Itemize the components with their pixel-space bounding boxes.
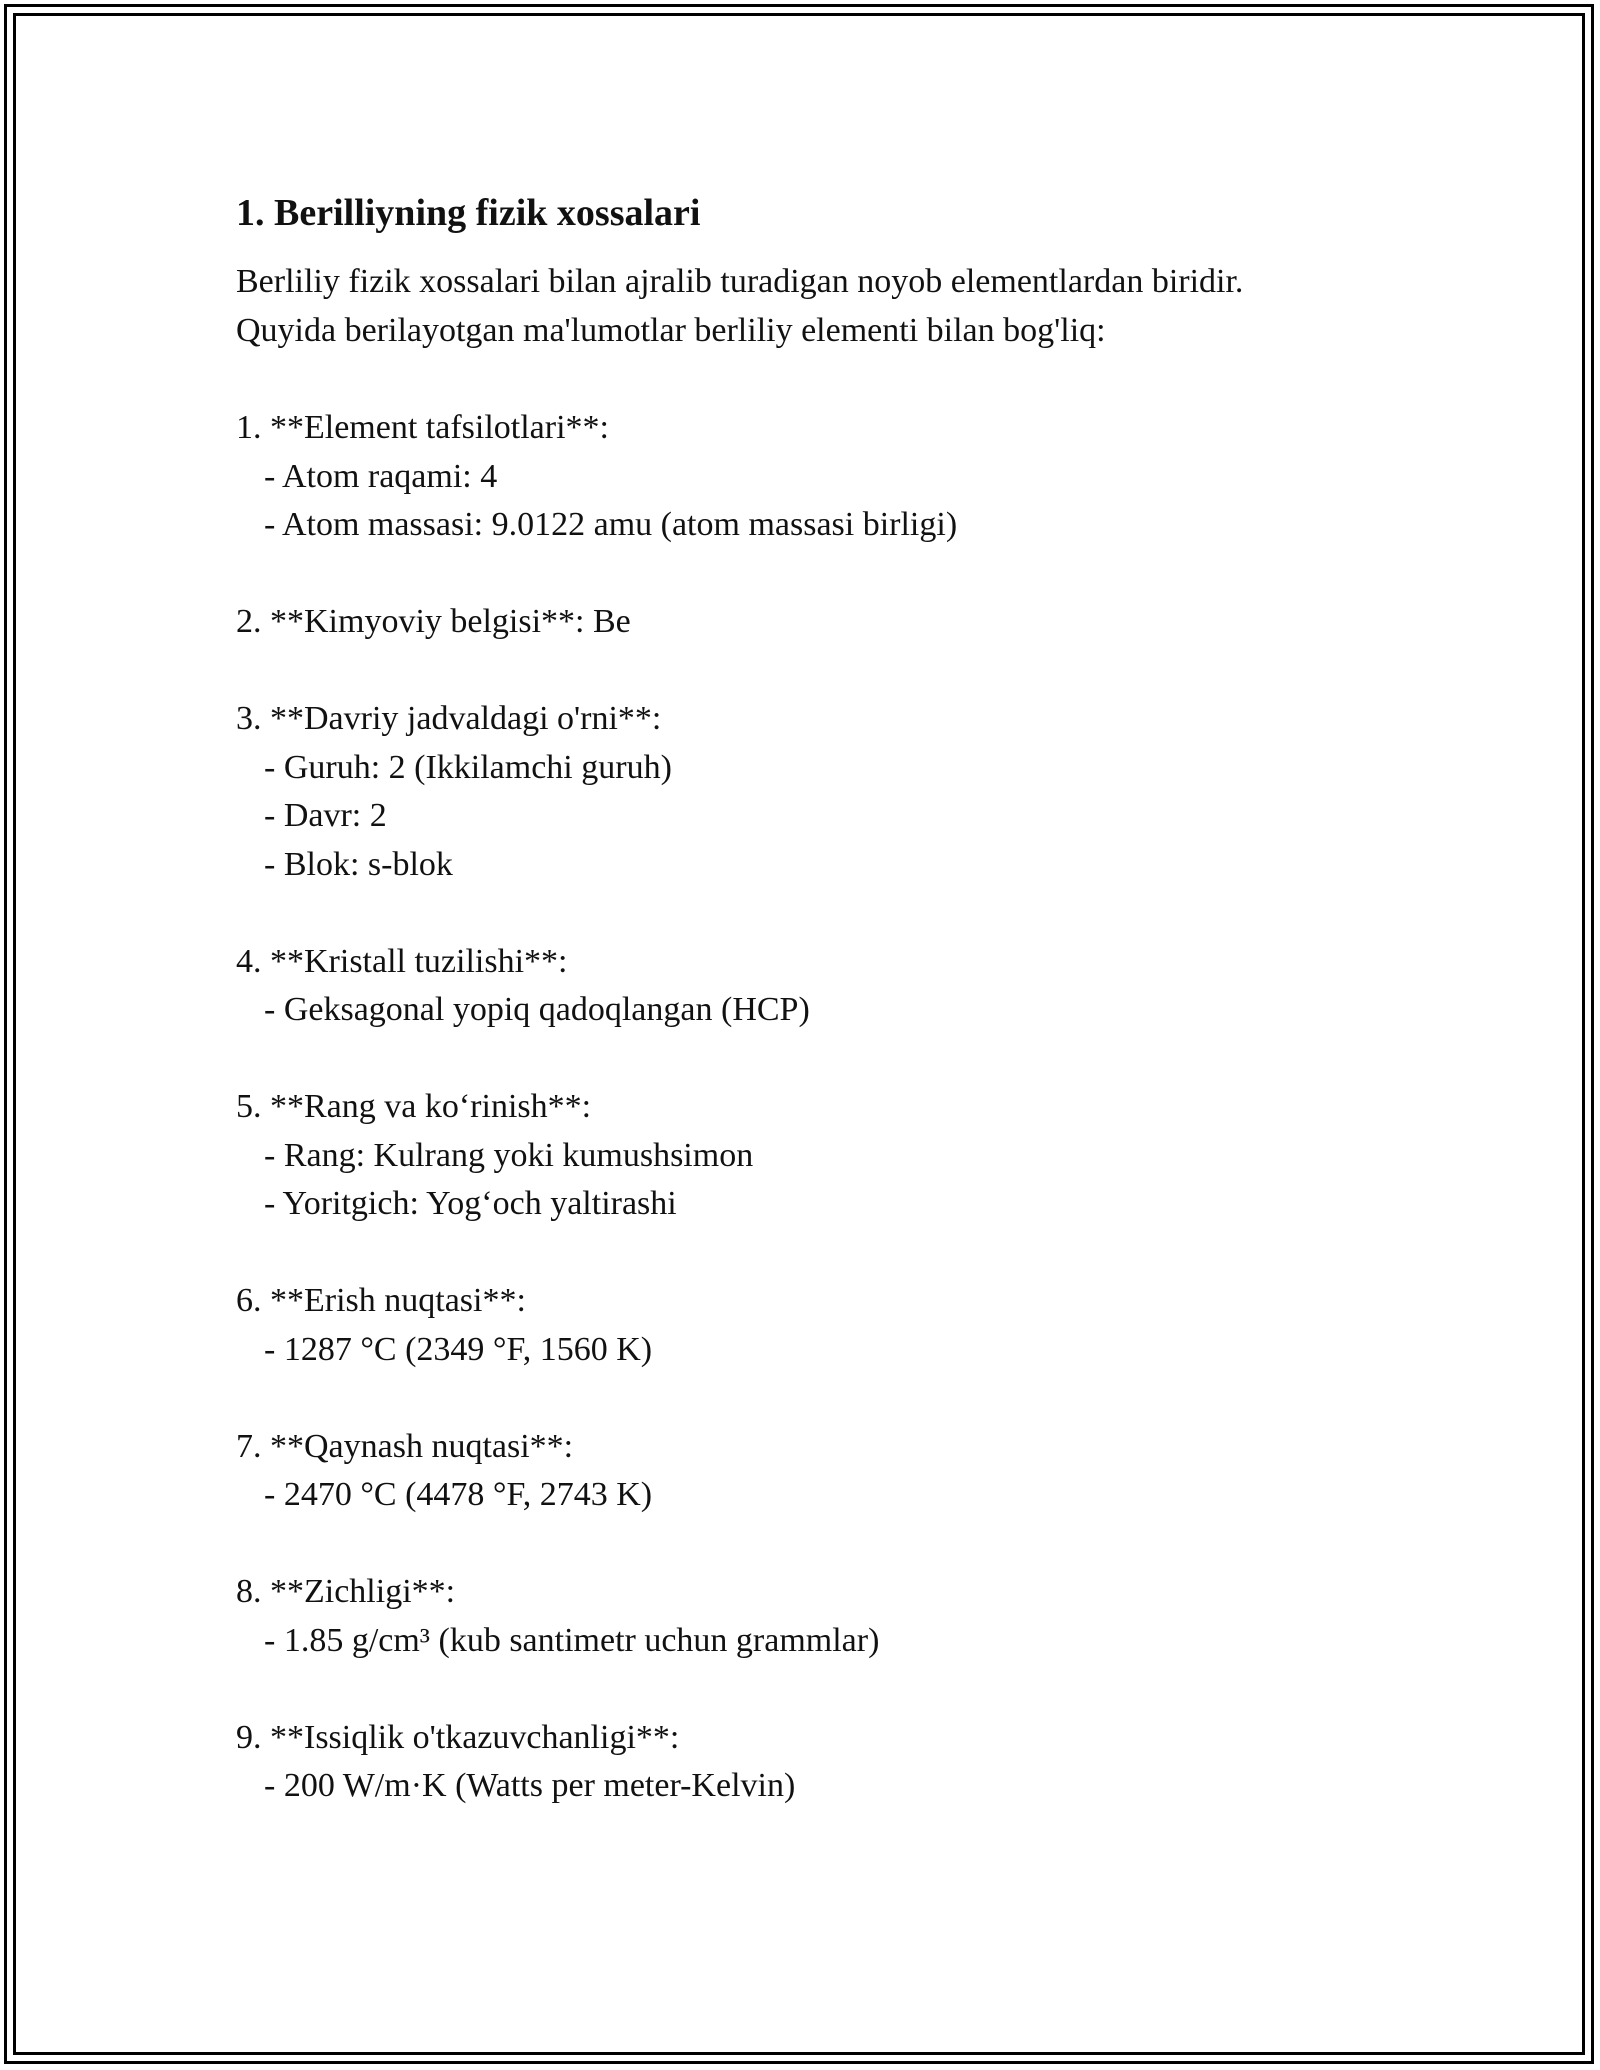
intro-paragraph	[236, 258, 1436, 355]
section-heading: 1. Berilliyning fizik xossalari	[236, 192, 701, 234]
list-item-title: 5. **Rang va koʻrinish**:	[236, 1088, 592, 1125]
list-item-detail: - 1.85 g/cm³ (kub santimetr uchun grammlar)	[264, 1621, 880, 1659]
list-item	[236, 598, 1436, 647]
property-list	[236, 404, 1436, 1811]
list-item-detail: - Rang: Kulrang yoki kumushsimon	[264, 1136, 754, 1174]
intro-line: Berliliy fizik xossalari bilan ajralib turadigan noyob elementlardan biridir.	[236, 263, 1244, 300]
list-item-title: 4. **Kristall tuzilishi**:	[236, 942, 568, 980]
list-item-detail: - 2470 °C (4478 °F, 2743 K)	[264, 1476, 653, 1513]
list-item	[236, 404, 1436, 550]
intro-line: Quyida berilayotgan ma'lumotlar berliliy elementi bilan bog'liq:	[236, 311, 1106, 349]
list-item	[236, 1083, 1436, 1229]
list-item-title: 6. **Erish nuqtasi**:	[236, 1282, 526, 1319]
list-item-detail: - Atom massasi: 9.0122 amu (atom massasi birligi)	[264, 506, 958, 543]
list-item	[236, 1423, 1436, 1520]
list-item-title: 2. **Kimyoviy belgisi**: Be	[236, 603, 631, 640]
list-item-detail: - Yoritgich: Yogʻoch yaltirashi	[264, 1185, 677, 1222]
list-item-title: 8. **Zichligi**:	[236, 1573, 456, 1610]
list-item	[236, 1714, 1436, 1811]
list-item-detail: - 1287 °C (2349 °F, 1560 K)	[264, 1330, 653, 1368]
list-item-title: 7. **Qaynash nuqtasi**:	[236, 1427, 574, 1465]
list-item-title: 3. **Davriy jadvaldagi o'rni**:	[236, 700, 662, 737]
list-item-title: 1. **Element tafsilotlari**:	[236, 409, 609, 446]
list-item-detail: - Blok: s-blok	[264, 845, 453, 883]
list-item-detail: - 200 W/m·K (Watts per meter-Kelvin)	[264, 1767, 796, 1804]
list-item-detail: - Atom raqami: 4	[264, 457, 498, 495]
list-item-title: 9. **Issiqlik o'tkazuvchanligi**:	[236, 1718, 680, 1756]
list-item-detail: - Geksagonal yopiq qadoqlangan (HCP)	[264, 991, 810, 1028]
list-item	[236, 938, 1436, 1035]
list-item-detail: - Guruh: 2 (Ikkilamchi guruh)	[264, 748, 672, 786]
document-body	[236, 188, 1436, 1859]
list-item	[236, 1568, 1436, 1665]
list-item-detail: - Davr: 2	[264, 797, 387, 834]
list-item	[236, 1277, 1436, 1374]
list-item	[236, 695, 1436, 889]
